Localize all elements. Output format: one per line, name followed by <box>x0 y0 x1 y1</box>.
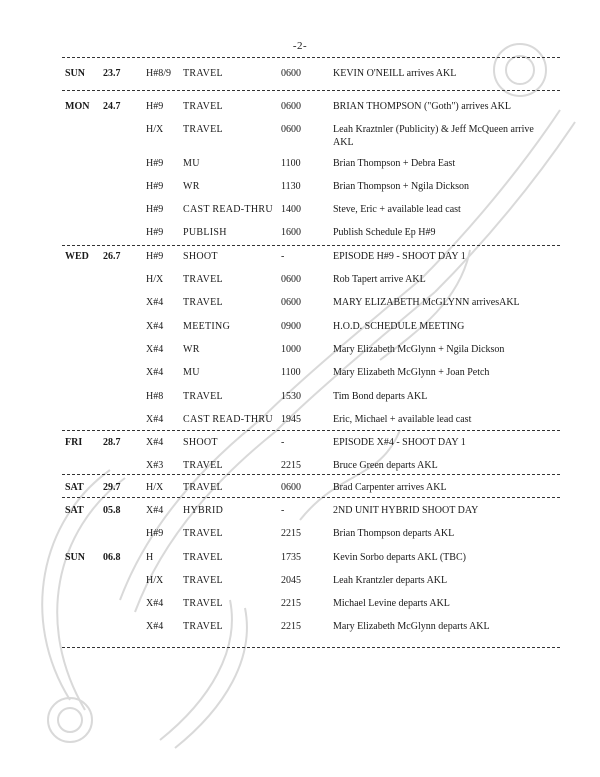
time-cell: 0600 <box>281 68 301 79</box>
schedule-row <box>0 320 600 336</box>
schedule-row <box>0 551 600 567</box>
activity-cell: CAST READ-THRU <box>183 414 273 425</box>
time-cell: 1130 <box>281 181 301 192</box>
time-cell: - <box>281 505 285 516</box>
activity-cell: TRAVEL <box>183 274 223 285</box>
activity-cell: TRAVEL <box>183 621 223 632</box>
description-cell: EPISODE X#4 - SHOOT DAY 1 <box>333 437 466 448</box>
episode-cell: X#4 <box>146 344 164 355</box>
episode-cell: X#4 <box>146 437 164 448</box>
description-cell: Publish Schedule Ep H#9 <box>333 227 436 238</box>
schedule-row <box>0 620 600 636</box>
description-cell: H.O.D. SCHEDULE MEETING <box>333 321 465 332</box>
description-cell: 2ND UNIT HYBRID SHOOT DAY <box>333 505 479 516</box>
activity-cell: TRAVEL <box>183 101 223 112</box>
date-cell: 28.7 <box>103 437 121 448</box>
date-cell: 29.7 <box>103 482 121 493</box>
activity-cell: MU <box>183 367 200 378</box>
time-cell: 0600 <box>281 124 301 135</box>
schedule-row <box>0 574 600 590</box>
episode-cell: X#4 <box>146 505 164 516</box>
time-cell: 2215 <box>281 621 301 632</box>
schedule-row <box>0 413 600 429</box>
description-cell: Brad Carpenter arrives AKL <box>333 482 447 493</box>
time-cell: 1530 <box>281 391 301 402</box>
separator-rule <box>62 430 560 431</box>
activity-cell: MU <box>183 158 200 169</box>
separator-rule <box>62 497 560 498</box>
separator-rule <box>62 57 560 58</box>
activity-cell: SHOOT <box>183 251 218 262</box>
description-cell: Leah Krantzler departs AKL <box>333 575 448 586</box>
schedule-row <box>0 343 600 359</box>
activity-cell: TRAVEL <box>183 391 223 402</box>
date-cell: 06.8 <box>103 552 121 563</box>
episode-cell: H/X <box>146 274 164 285</box>
activity-cell: HYBRID <box>183 505 224 516</box>
activity-cell: MEETING <box>183 321 231 332</box>
description-cell: Mary Elizabeth McGlynn departs AKL <box>333 621 490 632</box>
description-cell: Bruce Green departs AKL <box>333 460 438 471</box>
schedule-row <box>0 436 600 452</box>
schedule-row <box>0 123 600 148</box>
day-cell: MON <box>65 101 90 112</box>
separator-rule <box>62 245 560 246</box>
activity-cell: TRAVEL <box>183 598 223 609</box>
description-cell: Leah Kraztnler (Publicity) & Jeff McQueen arrive AKL <box>333 124 534 148</box>
time-cell: 2215 <box>281 528 301 539</box>
episode-cell: X#4 <box>146 321 164 332</box>
description-cell: Michael Levine departs AKL <box>333 598 450 609</box>
time-cell: - <box>281 437 285 448</box>
episode-cell: H#8 <box>146 391 164 402</box>
schedule-row <box>0 67 600 83</box>
episode-cell: X#4 <box>146 297 164 308</box>
time-cell: 1100 <box>281 158 301 169</box>
episode-cell: H#9 <box>146 204 164 215</box>
day-cell: SAT <box>65 505 84 516</box>
schedule-row <box>0 459 600 475</box>
activity-cell: TRAVEL <box>183 482 223 493</box>
description-cell: Mary Elizabeth McGlynn + Joan Petch <box>333 367 490 378</box>
episode-cell: X#4 <box>146 598 164 609</box>
time-cell: 2215 <box>281 460 301 471</box>
schedule-row <box>0 180 600 196</box>
schedule-row <box>0 250 600 266</box>
description-cell: Eric, Michael + available lead cast <box>333 414 472 425</box>
time-cell: 2215 <box>281 598 301 609</box>
episode-cell: H#8/9 <box>146 68 171 79</box>
episode-cell: H#9 <box>146 101 164 112</box>
page-number: -2- <box>292 40 308 52</box>
episode-cell: X#4 <box>146 414 164 425</box>
separator-rule <box>62 647 560 648</box>
time-cell: 0600 <box>281 274 301 285</box>
description-cell: Kevin Sorbo departs AKL (TBC) <box>333 552 466 563</box>
description-cell: Steve, Eric + available lead cast <box>333 204 461 215</box>
date-cell: 23.7 <box>103 68 121 79</box>
time-cell: 1735 <box>281 552 301 563</box>
schedule-row <box>0 597 600 613</box>
episode-cell: H#9 <box>146 158 164 169</box>
day-cell: SAT <box>65 482 84 493</box>
description-cell: BRIAN THOMPSON ("Goth") arrives AKL <box>333 101 511 112</box>
description-cell: Tim Bond departs AKL <box>333 391 428 402</box>
time-cell: 1600 <box>281 227 301 238</box>
description-cell: EPISODE H#9 - SHOOT DAY 1 <box>333 251 466 262</box>
activity-cell: TRAVEL <box>183 528 223 539</box>
activity-cell: TRAVEL <box>183 460 223 471</box>
description-cell: Brian Thompson + Debra East <box>333 158 456 169</box>
time-cell: 2045 <box>281 575 301 586</box>
date-cell: 24.7 <box>103 101 121 112</box>
activity-cell: TRAVEL <box>183 297 223 308</box>
schedule-row <box>0 226 600 242</box>
time-cell: 1400 <box>281 204 301 215</box>
activity-cell: WR <box>183 181 200 192</box>
schedule-row <box>0 157 600 173</box>
activity-cell: TRAVEL <box>183 575 223 586</box>
separator-rule <box>62 90 560 91</box>
schedule-row <box>0 527 600 543</box>
date-cell: 26.7 <box>103 251 121 262</box>
description-cell: Brian Thompson departs AKL <box>333 528 455 539</box>
episode-cell: H/X <box>146 482 164 493</box>
description-cell: Rob Tapert arrive AKL <box>333 274 426 285</box>
time-cell: 1100 <box>281 367 301 378</box>
activity-cell: WR <box>183 344 200 355</box>
activity-cell: TRAVEL <box>183 124 223 135</box>
episode-cell: H#9 <box>146 181 164 192</box>
description-cell: MARY ELIZABETH McGLYNN arrivesAKL <box>333 297 520 308</box>
time-cell: 0900 <box>281 321 301 332</box>
time-cell: - <box>281 251 285 262</box>
day-cell: SUN <box>65 552 86 563</box>
episode-cell: H#9 <box>146 251 164 262</box>
episode-cell: H#9 <box>146 227 164 238</box>
episode-cell: H/X <box>146 124 164 135</box>
time-cell: 0600 <box>281 297 301 308</box>
activity-cell: TRAVEL <box>183 68 223 79</box>
schedule-row <box>0 504 600 520</box>
time-cell: 0600 <box>281 482 301 493</box>
day-cell: FRI <box>65 437 83 448</box>
time-cell: 1000 <box>281 344 301 355</box>
schedule-row <box>0 366 600 382</box>
schedule-row <box>0 296 600 312</box>
description-cell: Brian Thompson + Ngila Dickson <box>333 181 470 192</box>
time-cell: 1945 <box>281 414 301 425</box>
day-cell: SUN <box>65 68 86 79</box>
day-cell: WED <box>65 251 89 262</box>
description-cell: KEVIN O'NEILL arrives AKL <box>333 68 457 79</box>
schedule-row <box>0 100 600 116</box>
episode-cell: H <box>146 552 154 563</box>
schedule-row <box>0 481 600 497</box>
episode-cell: H#9 <box>146 528 164 539</box>
episode-cell: X#4 <box>146 367 164 378</box>
episode-cell: X#4 <box>146 621 164 632</box>
episode-cell: H/X <box>146 575 164 586</box>
activity-cell: SHOOT <box>183 437 218 448</box>
time-cell: 0600 <box>281 101 301 112</box>
schedule-row <box>0 390 600 406</box>
episode-cell: X#3 <box>146 460 164 471</box>
schedule-row <box>0 203 600 219</box>
activity-cell: TRAVEL <box>183 552 223 563</box>
activity-cell: PUBLISH <box>183 227 227 238</box>
description-cell: Mary Elizabeth McGlynn + Ngila Dickson <box>333 344 505 355</box>
activity-cell: CAST READ-THRU <box>183 204 273 215</box>
date-cell: 05.8 <box>103 505 121 516</box>
schedule-row <box>0 273 600 289</box>
